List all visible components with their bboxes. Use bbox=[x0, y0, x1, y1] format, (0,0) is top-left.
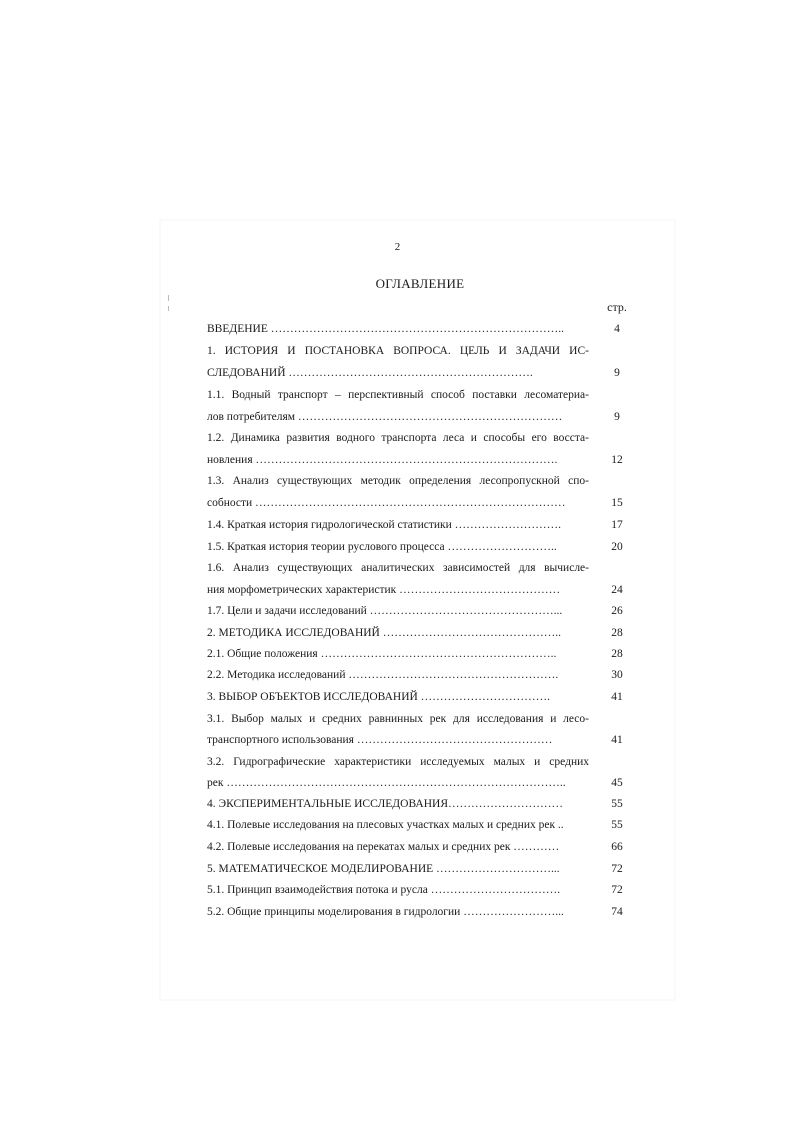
toc-entry-title-end: 3. ВЫБОР ОБЪЕКТОВ ИССЛЕДОВАНИЙ ……………………………. bbox=[207, 691, 551, 703]
toc-entry-title-end: СЛЕДОВАНИЙ ………………………………………………………. bbox=[207, 367, 533, 379]
toc-entry-title-end: 4.2. Полевые исследования на перекатах малых и средних рек ………… bbox=[207, 841, 560, 853]
toc-entry-title-end: 4. ЭКСПЕРИМЕНТАЛЬНЫЕ ИССЛЕДОВАНИЯ………………………… bbox=[207, 798, 563, 810]
toc-page-number: 4 bbox=[614, 323, 620, 335]
toc-page-number: 41 bbox=[611, 734, 623, 746]
toc-entry-title-end: рек …………………………………………………………………………….. bbox=[207, 777, 566, 789]
toc-page-number: 30 bbox=[611, 669, 623, 681]
toc-entry-title-end: 1.7. Цели и задачи исследований …………………………………………... bbox=[207, 605, 563, 617]
toc-page-number: 55 bbox=[611, 798, 623, 810]
toc-entry-title-end: ния морфометрических характеристик …………………………………… bbox=[207, 584, 561, 596]
toc-page-number: 28 bbox=[611, 648, 623, 660]
toc-page-number: 15 bbox=[611, 497, 623, 509]
page-column-header: стр. bbox=[607, 300, 627, 314]
toc-entry-title-end: 5. МАТЕМАТИЧЕСКОЕ МОДЕЛИРОВАНИЕ …………………………... bbox=[207, 863, 560, 875]
toc-page-number: 41 bbox=[611, 691, 623, 703]
page-number: 2 bbox=[394, 241, 401, 253]
toc-entry-title-end: ВВЕДЕНИЕ ………………………………………………………………….. bbox=[207, 323, 564, 335]
toc-entry-title: 3.2. Гидрографические характеристики исследуемых малых и средних bbox=[207, 756, 589, 768]
toc-entry-title-end: транспортного использования …………………………………………… bbox=[207, 734, 553, 746]
toc-entry-title: 1.3. Анализ существующих методик определения лесопропускной спо- bbox=[207, 475, 589, 487]
toc-entry-title-end: 2. МЕТОДИКА ИССЛЕДОВАНИЙ ……………………………………….. bbox=[207, 627, 561, 639]
toc-entry-title: 1.2. Динамика развития водного транспорта леса и способы его восста- bbox=[207, 432, 589, 444]
toc-page-number: 55 bbox=[611, 819, 623, 831]
table-of-contents bbox=[207, 0, 627, 1124]
toc-page-number: 74 bbox=[611, 906, 623, 918]
toc-page-number: 45 bbox=[611, 777, 623, 789]
toc-page-number: 72 bbox=[611, 863, 623, 875]
toc-entry-title-end: собности ……………………………………………………………………… bbox=[207, 497, 566, 509]
toc-entry-title: 1. ИСТОРИЯ И ПОСТАНОВКА ВОПРОСА. ЦЕЛЬ И ЗАДАЧИ ИС- bbox=[207, 345, 589, 357]
toc-entry-title: 3.1. Выбор малых и средних равнинных рек для исследования и лесо- bbox=[207, 713, 589, 725]
toc-page-number: 28 bbox=[611, 627, 623, 639]
toc-page-number: 12 bbox=[611, 454, 623, 466]
scan-mark bbox=[168, 306, 169, 311]
toc-page-number: 20 bbox=[611, 541, 623, 553]
toc-entry-title-end: 2.1. Общие положения …………………………………………………….. bbox=[207, 648, 557, 660]
toc-entry-title: 1.1. Водный транспорт – перспективный способ поставки лесоматериа- bbox=[207, 389, 589, 401]
toc-page-number: 26 bbox=[611, 605, 623, 617]
toc-entry-title-end: 1.5. Краткая история теории руслового процесса ……………………….. bbox=[207, 541, 557, 553]
toc-page-number: 17 bbox=[611, 519, 623, 531]
toc-page-number: 66 bbox=[611, 841, 623, 853]
toc-entry-title-end: 5.2. Общие принципы моделирования в гидрологии ……………………... bbox=[207, 906, 564, 918]
toc-entry-title-end: 5.1. Принцип взаимодействия потока и русла ……………………………. bbox=[207, 884, 561, 896]
toc-entry-title-end: лов потребителям …………………………………………………………… bbox=[207, 411, 563, 423]
toc-entry-title: 1.6. Анализ существующих аналитических зависимостей для вычисле- bbox=[207, 562, 589, 574]
toc-entry-title-end: 2.2. Методика исследований ………………………………………………. bbox=[207, 669, 559, 681]
toc-page-number: 9 bbox=[614, 367, 620, 379]
scan-mark bbox=[168, 295, 169, 301]
toc-entry-title-end: 1.4. Краткая история гидрологической статистики ………………………. bbox=[207, 519, 562, 531]
toc-page-number: 72 bbox=[611, 884, 623, 896]
toc-entry-title-end: новления ……………………………………………………………………. bbox=[207, 454, 558, 466]
toc-page-number: 9 bbox=[614, 411, 620, 423]
toc-entry-title-end: 4.1. Полевые исследования на плесовых участках малых и средних рек .. bbox=[207, 819, 564, 831]
toc-page-number: 24 bbox=[611, 584, 623, 596]
toc-title: ОГЛАВЛЕНИЕ bbox=[375, 276, 465, 291]
